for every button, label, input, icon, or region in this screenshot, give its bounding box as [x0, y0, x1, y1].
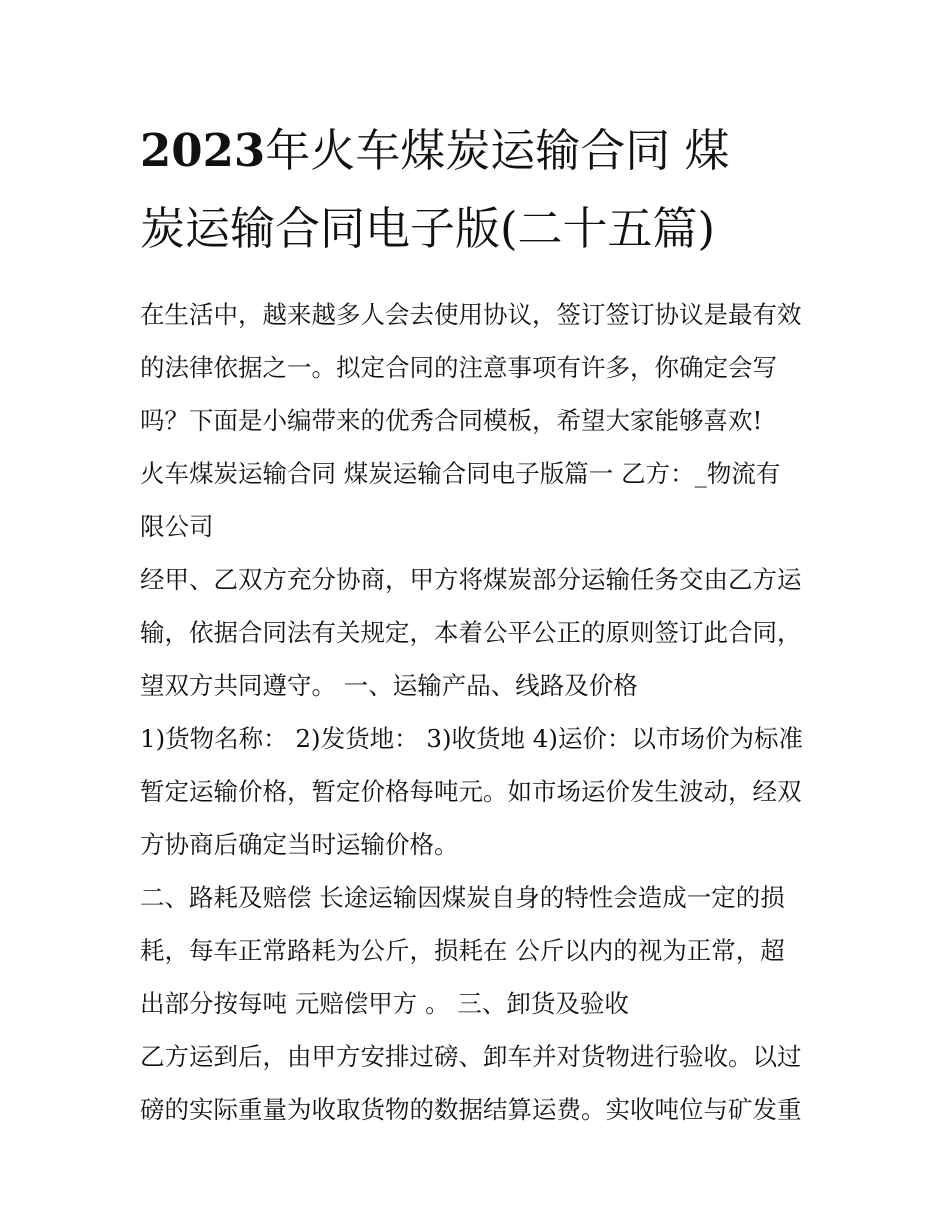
body-line: 暂定运输价格，暂定价格每吨元。如市场运价发生波动，经双: [140, 777, 802, 806]
body-line: 限公司: [140, 512, 214, 541]
title-line-1-text: 年火车煤炭运输合同 煤: [265, 124, 730, 177]
body-line: 磅的实际重量为收取货物的数据结算运费。实收吨位与矿发重: [140, 1095, 802, 1124]
title-year: 2023: [140, 124, 266, 177]
body-line: 乙方运到后，由甲方安排过磅、卸车并对货物进行验收。以过: [140, 1042, 802, 1071]
body-line: 经甲、乙双方充分协商，甲方将煤炭部分运输任务交由乙方运: [140, 565, 802, 594]
body-line: 火车煤炭运输合同 煤炭运输合同电子版篇一 乙方：_物流有: [140, 459, 781, 488]
body-line: 1)货物名称： 2)发货地： 3)收货地 4)运价：以市场价为标准: [140, 724, 803, 753]
body-line: 在生活中，越来越多人会去使用协议，签订签订协议是最有效: [140, 300, 802, 329]
document-title: [140, 112, 820, 268]
body-line: 出部分按每吨 元赔偿甲方 。 三、卸货及验收: [140, 989, 629, 1018]
document-page: [140, 112, 820, 1136]
document-body: [140, 288, 820, 1136]
body-line: 的法律依据之一。拟定合同的注意事项有许多，你确定会写: [140, 353, 777, 382]
body-line: 输，依据合同法有关规定，本着公平公正的原则签订此合同，: [140, 618, 802, 647]
body-line: 望双方共同遵守。 一、运输产品、线路及价格: [140, 671, 638, 700]
body-line: 耗，每车正常路耗为公斤，损耗在 公斤以内的视为正常，超: [140, 936, 785, 965]
title-line-2: 炭运输合同电子版(二十五篇): [140, 202, 716, 255]
body-line: 吗？下面是小编带来的优秀合同模板，希望大家能够喜欢!: [140, 406, 763, 435]
title-line-1: [140, 112, 820, 190]
body-line: 方协商后确定当时运输价格。: [140, 830, 459, 859]
body-line: 二、路耗及赔偿 长途运输因煤炭自身的特性会造成一定的损: [140, 883, 785, 912]
